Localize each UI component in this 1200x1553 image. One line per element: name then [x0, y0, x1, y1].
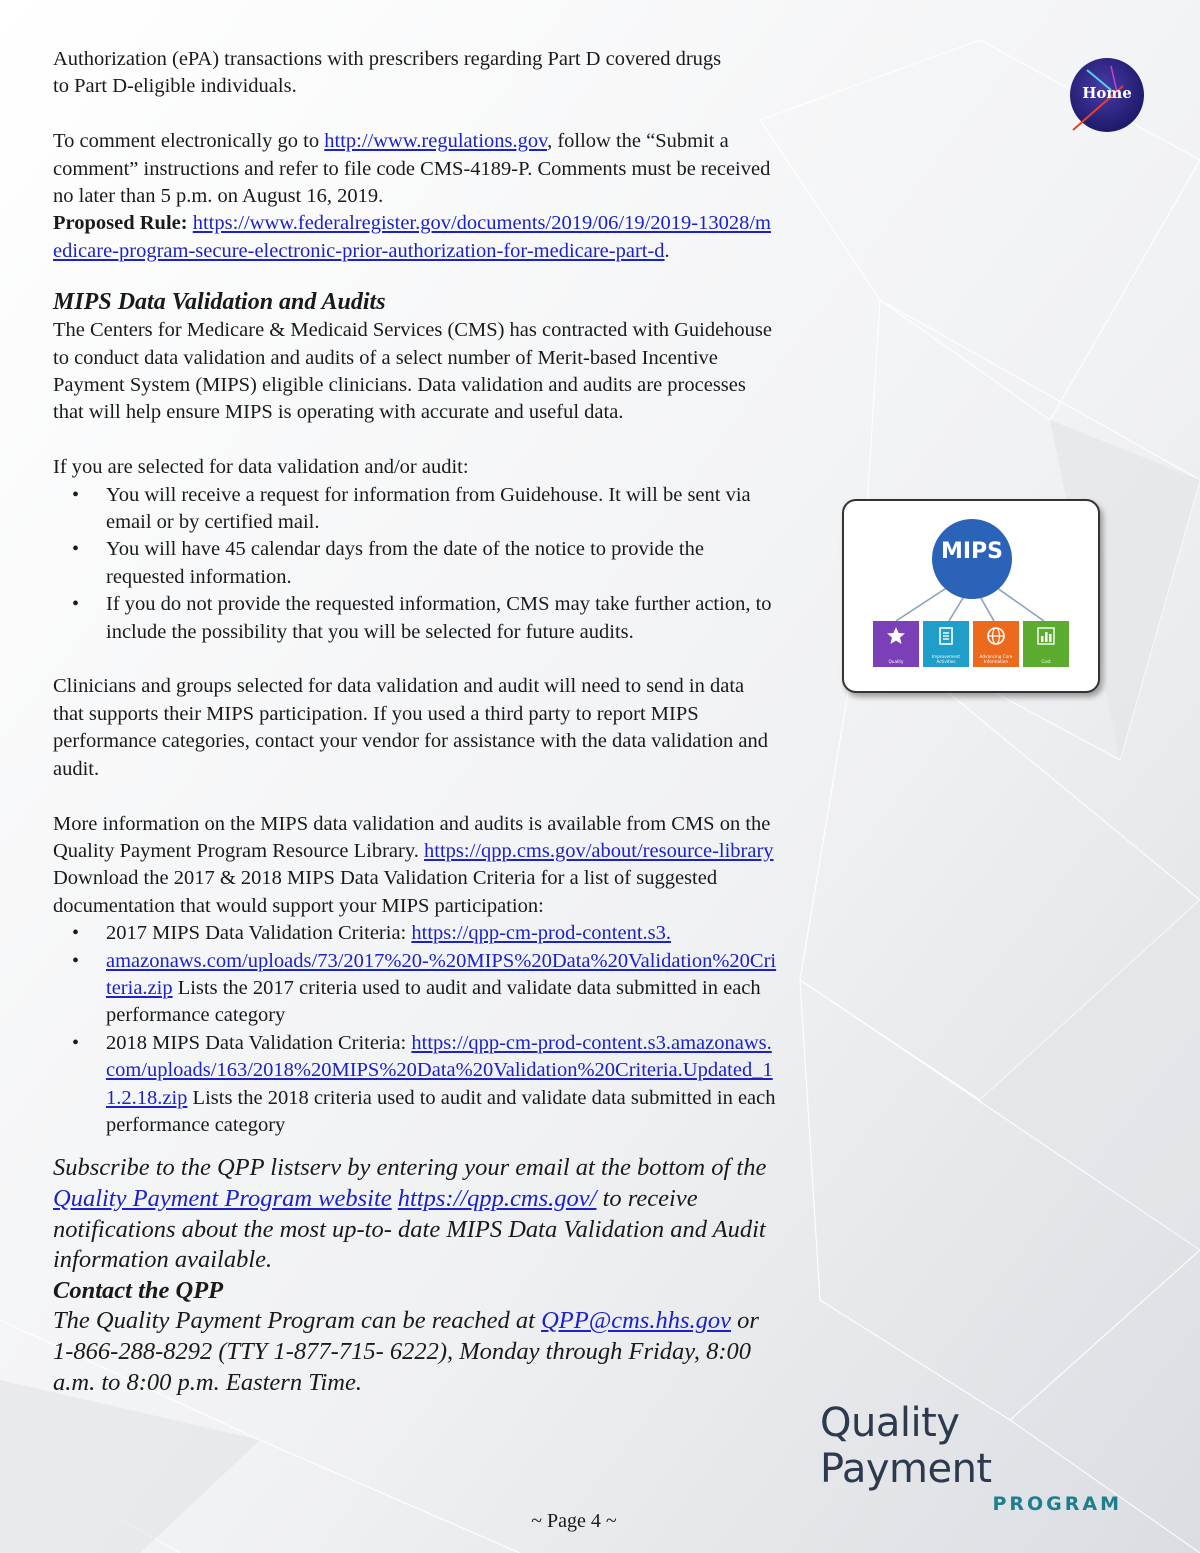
intro-line-1: Authorization (ePA) transactions with prescribers regarding Part D covered drugs [53, 48, 722, 70]
proposed-rule-line: Proposed Rule: https://www.federalregister.gov/documents/2019/06/19/2019-13028/medicare-program-secure-electronic-prior-authorization-for-medicare-part-d. [53, 212, 772, 262]
subscribe-paragraph: Subscribe to the QPP listserv by entering your email at the bottom of the Quality Payment Program website https://qpp.cms.gov/ to receive notifications about the most up-to- date MIPS Data Validation and Audit information available. [53, 1154, 767, 1274]
section-heading-mips-audits: MIPS Data Validation and Audits [53, 289, 386, 316]
regulations-link[interactable]: http://www.regulations.gov [324, 130, 548, 153]
criteria-2017-link[interactable]: https://qpp-cm-prod-content.s3. [411, 922, 672, 945]
criteria-bullet-list [53, 920, 778, 1139]
selected-intro: If you are selected for data validation and/or audit: [53, 456, 469, 479]
category-quality: Quality [873, 621, 919, 667]
list-item: • If you do not provide the requested information, CMS may take further action, to include the possibility that you will be selected for future audits. [106, 591, 778, 646]
resource-library-link[interactable]: https://qpp.cms.gov/about/resource-library [424, 839, 774, 862]
more-info-paragraph: More information on the MIPS data validation and audits is available from CMS on the Quality Payment Program Resource Library. https://qpp.cms.gov/about/resource-library [53, 812, 774, 862]
logo-line-2: PROGRAM [992, 1493, 1122, 1515]
list-item: • 2018 MIPS Data Validation Criteria: https://qpp-cm-prod-content.s3.amazonaws.com/uploads/163/2018%20MIPS%20Data%20Validation%20Criteria.Updated_11.2.18.zip Lists the 2018 criteria used to audit and validate data submitted in each performance category [106, 1030, 778, 1140]
page-number: ~ Page 4 ~ [531, 1510, 617, 1532]
category-advancing-care-information: Advancing Care Information [973, 621, 1019, 667]
home-label: Home [1082, 84, 1132, 102]
mips-intro-paragraph: The Centers for Medicare & Medicaid Services (CMS) has contracted with Guidehouse to conduct data validation and audits of a select number of Merit-based Incentive Payment System (MIPS) eligible clinicians. Data validation and audits are processes that will help ensure MIPS is operating with accurate and useful data. [53, 319, 772, 424]
clipboard-icon [936, 626, 956, 646]
bar-chart-icon [1036, 626, 1056, 646]
mips-title: MIPS [940, 539, 1004, 564]
category-improvement-activities: Improvement Activities [923, 621, 969, 667]
qpp-email-link[interactable]: QPP@cms.hhs.gov [541, 1307, 732, 1335]
page-body [53, 46, 778, 1398]
comment-paragraph: To comment electronically go to http://www.regulations.gov, follow the “Submit a comment” instructions and refer to file code CMS-4189-P. Comments must be received no later than 5 p.m. on August 16, 2019. [53, 130, 771, 208]
proposed-rule-label: Proposed Rule: [53, 212, 193, 235]
list-item: • You will receive a request for information from Guidehouse. It will be sent via email or by certified mail. [106, 482, 778, 537]
list-item: • amazonaws.com/uploads/73/2017%20-%20MIPS%20Data%20Validation%20Criteria.zip Lists the 2017 criteria used to audit and validate data submitted in each performance category [106, 948, 778, 1030]
qpp-website-link[interactable]: Quality Payment Program website [53, 1184, 392, 1212]
download-paragraph: Download the 2017 & 2018 MIPS Data Validation Criteria for a list of suggested documentation that would support your MIPS participation: [53, 867, 718, 917]
qpp-url-link[interactable]: https://qpp.cms.gov/ [397, 1184, 597, 1212]
globe-icon [986, 626, 1006, 646]
star-icon [886, 626, 906, 646]
logo-line-1: Quality Payment [820, 1400, 992, 1492]
contact-paragraph: The Quality Payment Program can be reached at QPP@cms.hhs.gov or 1-866-288-8292 (TTY 1-877-715- 6222), Monday through Friday, 8:00 a.m. to 8:00 p.m. Eastern Time. [53, 1307, 759, 1396]
clinicians-paragraph: Clinicians and groups selected for data validation and audit will need to send in data that supports their MIPS participation. If you used a third party to report MIPS performance categories, contact your vendor for assistance with the data validation and audit. [53, 675, 768, 780]
category-cost: Cost [1023, 621, 1069, 667]
list-item: • 2017 MIPS Data Validation Criteria: https://qpp-cm-prod-content.s3. [106, 920, 778, 947]
intro-line-2: to Part D-eligible individuals. [53, 75, 297, 98]
subscribe-and-contact [53, 1153, 778, 1398]
mips-graphic [842, 499, 1100, 693]
home-button[interactable] [1067, 56, 1147, 134]
criteria-2017-zip-link[interactable]: amazonaws.com/uploads/73/2017%20-%20MIPS%20Data%20Validation%20Criteria.zip [106, 949, 777, 999]
list-item: • You will have 45 calendar days from the date of the notice to provide the requested information. [106, 536, 778, 591]
proposed-rule-link[interactable]: https://www.federalregister.gov/documents/2019/06/19/2019-13028/medicare-program-secure-electronic-prior-authorization-for-medicare-part-d [53, 212, 772, 262]
qpp-logo [820, 1400, 1130, 1516]
contact-heading: Contact the QPP [53, 1276, 224, 1304]
selected-bullet-list [53, 482, 778, 646]
criteria-2018-link[interactable]: https://qpp-cm-prod-content.s3.amazonaws.com/uploads/163/2018%20MIPS%20Data%20Validation%20Criteria.Updated_11.2.18.zip [106, 1031, 773, 1109]
